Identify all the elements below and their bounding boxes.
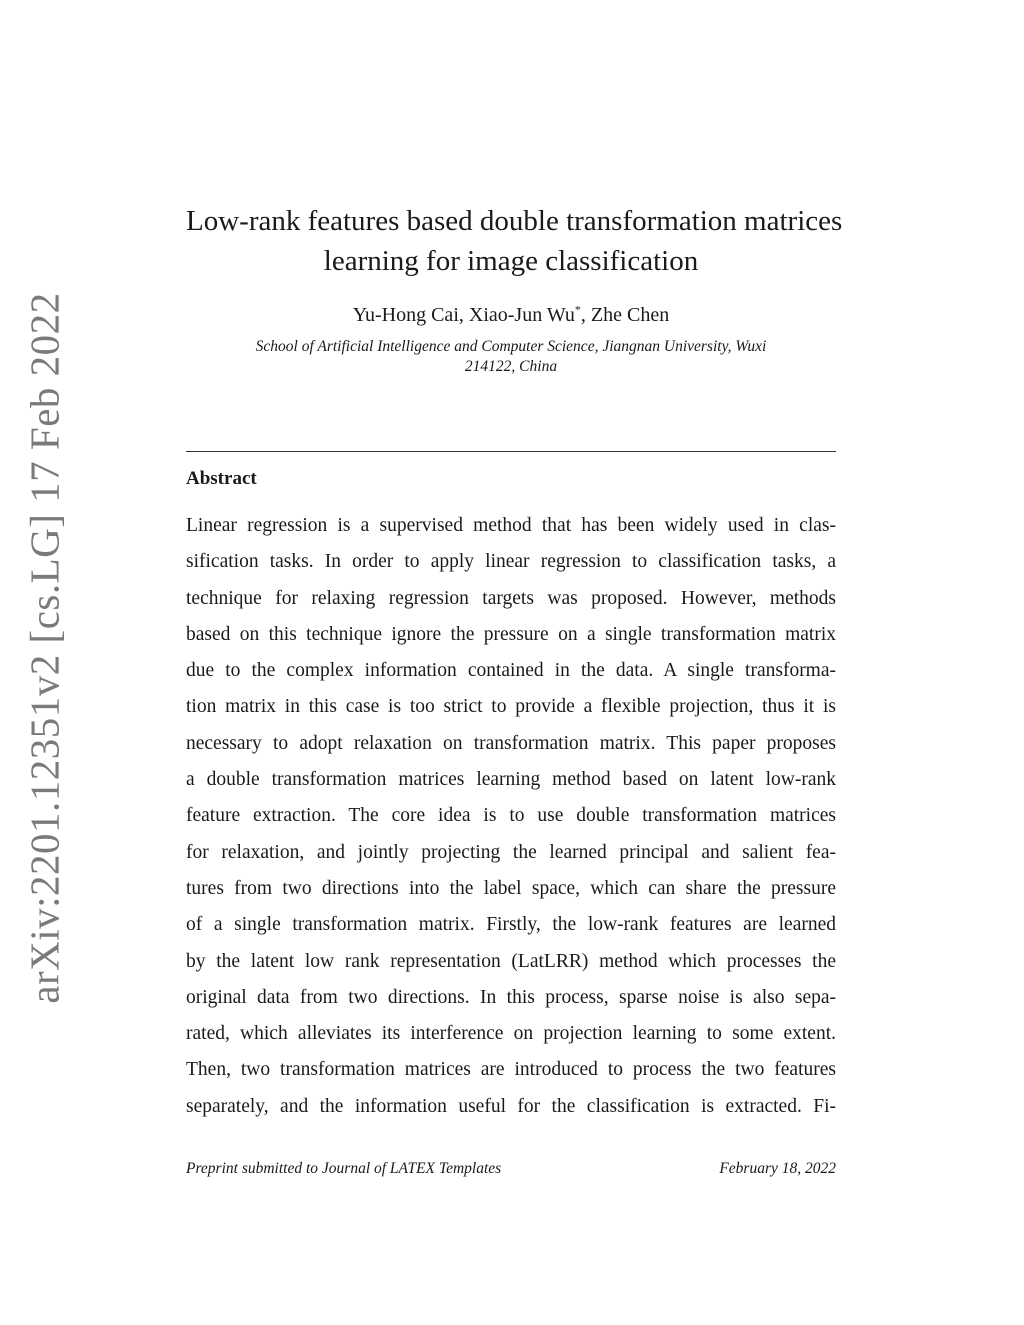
corresponding-author-mark: * — [574, 302, 581, 317]
abstract-line: rated, which alleviates its interference on projection learning to some extent. — [186, 1023, 836, 1045]
abstract-line: of a single transformation matrix. Firstly, the low-rank features are learned — [186, 914, 836, 936]
authors-text-after: , Zhe Chen — [580, 304, 670, 326]
abstract-line: due to the complex information contained in the data. A single transforma- — [186, 660, 836, 682]
abstract-line: a double transformation matrices learning method based on latent low-rank — [186, 769, 836, 791]
abstract-line: tures from two directions into the label space, which can share the pressure — [186, 877, 836, 899]
authors-text-before: Yu-Hong Cai, Xiao-Jun Wu — [352, 304, 575, 326]
title-line-2: learning for image classification — [323, 245, 699, 277]
abstract-line: separately, and the information useful for the classification is extracted. Fi- — [186, 1095, 836, 1117]
affiliation-line-2: 214122, China — [464, 358, 558, 375]
abstract-line: for relaxation, and jointly projecting the learned principal and salient fea- — [186, 841, 836, 863]
arxiv-side-stamp — [20, 291, 70, 1004]
abstract-body — [186, 508, 836, 1125]
affiliation-line-1: School of Artificial Intelligence and Computer Science, Jiangnan University, Wuxi — [255, 338, 767, 355]
paper-title — [186, 201, 843, 281]
abstract-line: necessary to adopt relaxation on transformation matrix. This paper proposes — [186, 732, 836, 754]
abstract-line: tion matrix in this case is too strict to provide a flexible projection, thus it is — [186, 696, 836, 718]
abstract-line: technique for relaxing regression targets was proposed. However, methods — [186, 587, 836, 609]
abstract-line: Then, two transformation matrices are introduced to process the two features — [186, 1059, 836, 1081]
abstract-line: sification tasks. In order to apply linear regression to classification tasks, a — [186, 551, 836, 573]
abstract-line: feature extraction. The core idea is to use double transformation matrices — [186, 805, 836, 827]
abstract-line: by the latent low rank representation (LatLRR) method which processes the — [186, 950, 836, 972]
abstract-line: based on this technique ignore the pressure on a single transformation matrix — [186, 623, 836, 645]
title-line-1: Low-rank features based double transformation matrices — [186, 205, 843, 237]
arxiv-identifier: arXiv:2201.12351v2 [cs.LG] 17 Feb 2022 — [22, 291, 69, 1004]
preprint-date: February 18, 2022 — [719, 1160, 836, 1177]
preprint-note: Preprint submitted to Journal of LATEX Templates — [186, 1160, 502, 1177]
abstract-heading: Abstract — [186, 468, 257, 489]
abstract-line: original data from two directions. In this process, sparse noise is also sepa- — [186, 986, 836, 1008]
author-list — [186, 302, 836, 328]
abstract-line: Linear regression is a supervised method that has been widely used in clas- — [186, 515, 836, 536]
affiliation — [186, 337, 836, 377]
abstract-divider — [186, 451, 836, 452]
